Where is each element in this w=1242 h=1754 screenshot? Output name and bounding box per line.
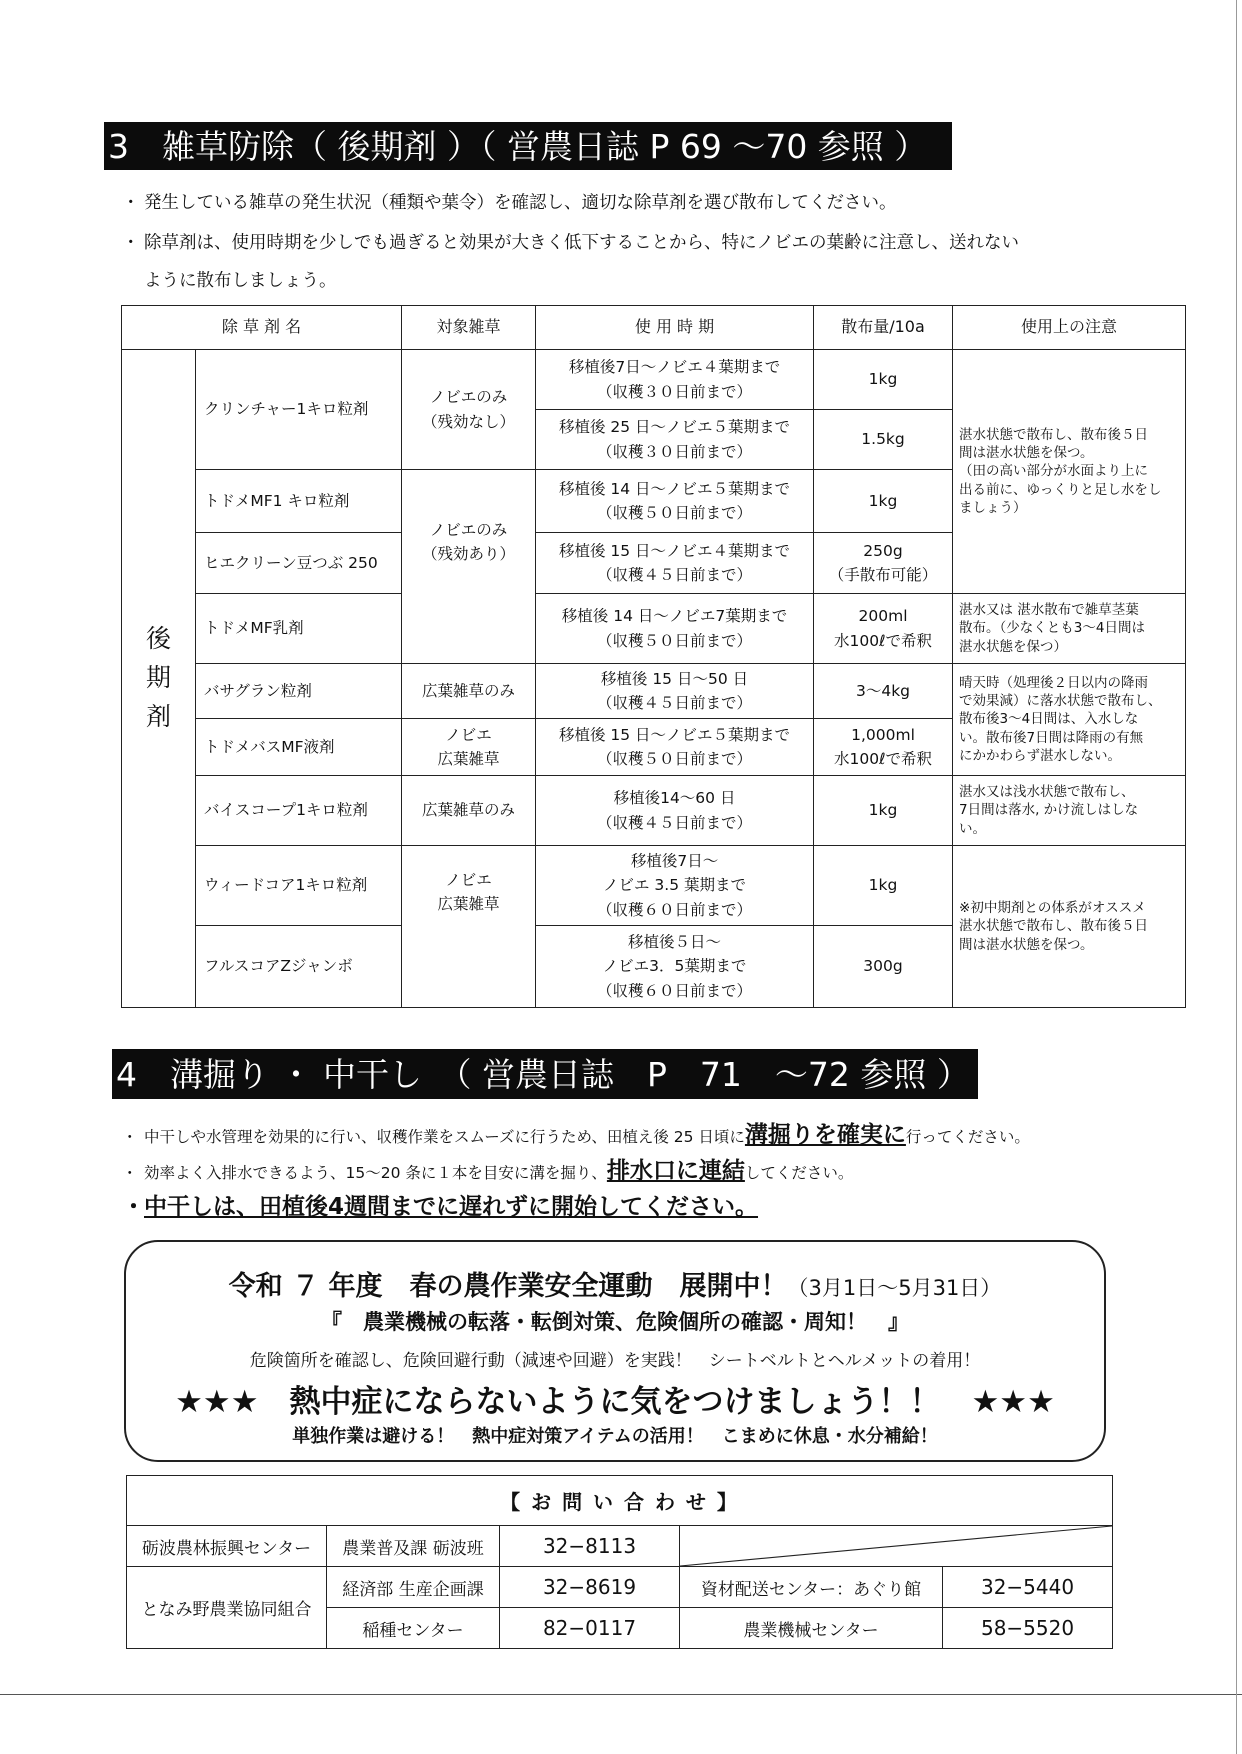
- timing-cell: 移植後 15 日～ノビエ５葉期まで （収穫５０日前まで）: [536, 719, 814, 776]
- amount-cell: 300g: [814, 926, 953, 1008]
- notes-cell: 晴天時（処理後２日以内の降雨 で効果減）に落水状態で散布し、 散布後3～4日間は、入水しな い。散布後7日間は降雨の有無 にかかわらず湛水しない。: [953, 664, 1186, 776]
- campaign-period: （3月1日～5月31日）: [787, 1276, 1002, 1300]
- campaign-line-5: 単独作業は避ける！ 熱中症対策アイテムの活用！ こまめに休息・水分補給！: [292, 1426, 938, 1447]
- contact-tel: 58−5520: [943, 1608, 1113, 1649]
- campaign-title: 令和 ７ 年度 春の農作業安全運動 展開中！（3月1日～5月31日）: [228, 1271, 1002, 1302]
- amount-cell: 250g （手散布可能）: [814, 533, 953, 594]
- amount-cell: 1kg: [814, 470, 953, 533]
- contact-dept: 資材配送センター：あぐり館: [680, 1567, 943, 1608]
- herbicide-name: フルスコアZジャンボ: [196, 926, 402, 1008]
- amount-cell: 200ml 水100ℓで希釈: [814, 594, 953, 664]
- safety-campaign-box: [124, 1240, 1106, 1462]
- timing-cell: 移植後7日～ ノビエ 3.5 葉期まで （収穫６０日前まで）: [536, 846, 814, 926]
- timing-cell: 移植後５日～ ノビエ3．5葉期まで （収穫６０日前まで）: [536, 926, 814, 1008]
- herbicide-name: トドメMF1 キロ粒剤: [196, 470, 402, 533]
- timing-cell: 移植後 15 日～50 日 （収穫４５日前まで）: [536, 664, 814, 719]
- herbicide-name: トドメMF乳剤: [196, 594, 402, 664]
- herbicide-name: バイスコープ1キロ粒剤: [196, 776, 402, 846]
- timing-cell: 移植後 25 日～ノビエ５葉期まで （収穫３０日前まで）: [536, 410, 814, 470]
- target-weed: ノビエのみ （残効なし）: [402, 350, 536, 470]
- section-4-bullet-1: ・ 中干しや水管理を効果的に行い、収穫作業をスムーズに行うため、田植え後 25 日頃に溝掘りを確実に行ってください。: [122, 1122, 1030, 1148]
- timing-cell: 移植後 14 日～ノビエ7葉期まで （収穫５０日前まで）: [536, 594, 814, 664]
- amount-cell: 1kg: [814, 350, 953, 410]
- herbicide-name: トドメバスMF液剤: [196, 719, 402, 776]
- target-weed: ノビエ 広葉雑草: [402, 719, 536, 776]
- notes-cell: 湛水状態で散布し、散布後５日 間は湛水状態を保つ。 （田の高い部分が水面より上に 出る前に、ゆっくりと足し水をし ましょう）: [953, 350, 1186, 594]
- category-cell: 後 期 剤: [122, 350, 196, 1008]
- amount-cell: 1.5kg: [814, 410, 953, 470]
- amount-cell: 1kg: [814, 846, 953, 926]
- target-weed: 広葉雑草のみ: [402, 664, 536, 719]
- col-header-name: 除 草 剤 名: [122, 306, 402, 350]
- table-row: [127, 1526, 1113, 1567]
- section-3-bullet-2-cont: ように散布しましょう。: [144, 271, 337, 291]
- table-row: [122, 846, 1186, 926]
- section-4-bullet-2: ・ 効率よく入排水できるよう、15～20 条に１本を目安に溝を掘り、排水口に連結してください。: [122, 1158, 854, 1184]
- emphasis-text: 排水口に連結: [606, 1158, 745, 1184]
- contact-dept: 経済部 生産企画課: [327, 1567, 500, 1608]
- contact-title: 【 お 問 い 合 わ せ 】: [127, 1476, 1113, 1526]
- contact-tel: 32−5440: [943, 1567, 1113, 1608]
- col-header-timing: 使 用 時 期: [536, 306, 814, 350]
- herbicide-name: ヒエクリーン豆つぶ 250: [196, 533, 402, 594]
- section-3-heading: 3 雑草防除（ 後期剤 ）（ 営農日誌 P 69 ～70 参照 ）: [104, 122, 952, 170]
- herbicide-name: バサグラン粒剤: [196, 664, 402, 719]
- herbicide-name: ウィードコア1キロ粒剤: [196, 846, 402, 926]
- contact-table: [126, 1475, 1113, 1649]
- contact-tel: 82−0117: [500, 1608, 680, 1649]
- col-header-target: 対象雑草: [402, 306, 536, 350]
- contact-org: 砺波農林振興センター: [127, 1526, 327, 1567]
- scan-edge-line: [1236, 0, 1237, 1754]
- target-weed: 広葉雑草のみ: [402, 776, 536, 846]
- contact-dept: 稲種センター: [327, 1608, 500, 1649]
- contact-dept: 農業普及課 砺波班: [327, 1526, 500, 1567]
- table-header-row: [122, 306, 1186, 350]
- section-4-heading: 4 溝掘り ・ 中干し （ 営農日誌 P 71 ～72 参照 ）: [112, 1049, 978, 1099]
- table-row: [127, 1567, 1113, 1608]
- campaign-heat-warning: ★★★ 熱中症にならないように気をつけましょう！！ ★★★: [175, 1384, 1055, 1420]
- amount-cell: 1kg: [814, 776, 953, 846]
- table-row: [122, 664, 1186, 719]
- table-row: [122, 776, 1186, 846]
- col-header-notes: 使用上の注意: [953, 306, 1186, 350]
- section-3-bullet-2: ・ 除草剤は、使用時期を少しでも過ぎると効果が大きく低下することから、特にノビエの葉齢に注意し、送れない: [122, 233, 1019, 253]
- table-row: [122, 350, 1186, 410]
- campaign-subtitle: 『 農業機械の転落・転倒対策、危険個所の確認・周知！ 』: [321, 1310, 909, 1334]
- timing-cell: 移植後 14 日～ノビエ５葉期まで （収穫５０日前まで）: [536, 470, 814, 533]
- page-edge-line: [0, 1694, 1242, 1695]
- target-weed: ノビエのみ （残効あり）: [402, 470, 536, 664]
- notes-cell: 湛水又は 湛水散布で雑草茎葉 散布。（少なくとも3～4日間は 湛水状態を保つ）: [953, 594, 1186, 664]
- emphasis-text: 溝掘りを確実に: [744, 1122, 906, 1148]
- col-header-amount: 散布量/10a: [814, 306, 953, 350]
- herbicide-name: クリンチャー1キロ粒剤: [196, 350, 402, 470]
- diagonal-line: [680, 1526, 1112, 1566]
- table-row: [122, 594, 1186, 664]
- notes-cell: 湛水又は浅水状態で散布し、 7日間は落水, かけ流しはしな い。: [953, 776, 1186, 846]
- campaign-line-3: 危険箇所を確認し、危険回避行動（減速や回避）を実践！ シートベルトとヘルメットの着用！: [249, 1351, 981, 1371]
- section-4-bullet-3: ・中干しは、田植後4週間までに遅れずに開始してください。: [122, 1194, 759, 1220]
- timing-cell: 移植後14～60 日 （収穫４５日前まで）: [536, 776, 814, 846]
- timing-cell: 移植後 15 日～ノビエ４葉期まで （収穫４５日前まで）: [536, 533, 814, 594]
- contact-tel: 32−8619: [500, 1567, 680, 1608]
- notes-cell: ※初中期剤との体系がオススメ 湛水状態で散布し、散布後５日 間は湛水状態を保つ。: [953, 846, 1186, 1008]
- amount-cell: 1,000ml 水100ℓで希釈: [814, 719, 953, 776]
- contact-tel: 32−8113: [500, 1526, 680, 1567]
- contact-dept: 農業機械センター: [680, 1608, 943, 1649]
- timing-cell: 移植後7日～ノビエ４葉期まで （収穫３０日前まで）: [536, 350, 814, 410]
- amount-cell: 3～4kg: [814, 664, 953, 719]
- contact-org: となみ野農業協同組合: [127, 1567, 327, 1649]
- target-weed: ノビエ 広葉雑草: [402, 846, 536, 1008]
- section-3-bullet-1: ・ 発生している雑草の発生状況（種類や葉令）を確認し、適切な除草剤を選び散布してください。: [122, 193, 897, 213]
- blank-cell: [680, 1526, 1113, 1567]
- herbicide-table: [121, 305, 1186, 1008]
